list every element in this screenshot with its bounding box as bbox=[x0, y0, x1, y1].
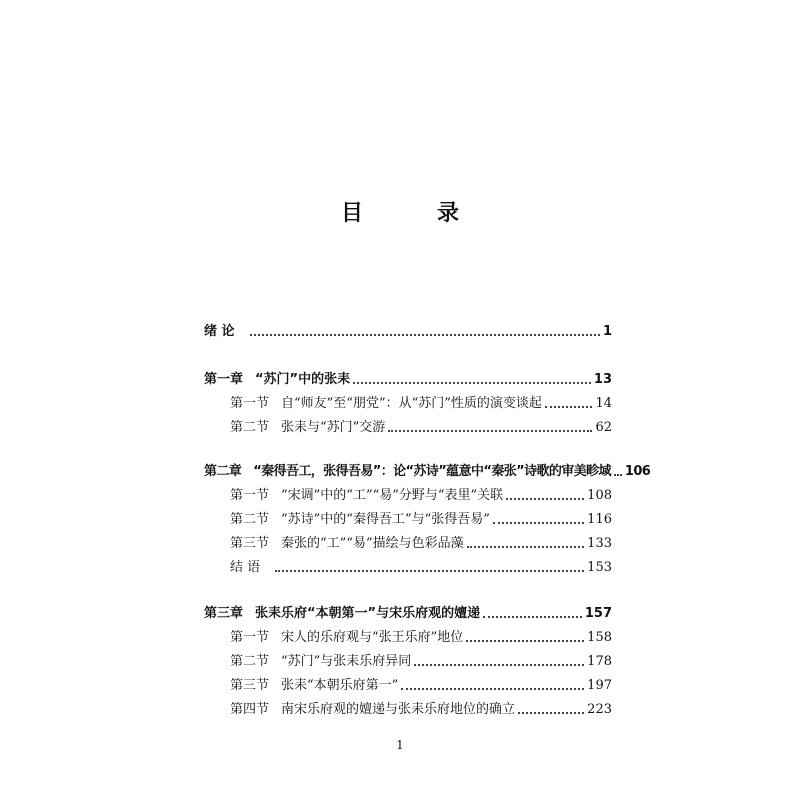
entry-label: 第一节 bbox=[230, 630, 270, 645]
entry-label: 第三节 bbox=[230, 678, 270, 693]
entry-page: 157 bbox=[584, 606, 612, 621]
dot-leader bbox=[414, 663, 584, 666]
dot-leader bbox=[614, 473, 622, 476]
dot-leader bbox=[506, 497, 584, 500]
entry-title: “苏门”与张耒乐府异同 bbox=[281, 654, 412, 669]
entry-page: 223 bbox=[587, 702, 612, 717]
dot-leader bbox=[467, 545, 585, 548]
entry-page: 153 bbox=[587, 560, 612, 575]
toc-entry[interactable] bbox=[204, 316, 612, 340]
toc-entry[interactable] bbox=[204, 670, 612, 694]
entry-title: 宋人的乐府观与“张王乐府”地位 bbox=[281, 630, 464, 645]
entry-page: 133 bbox=[587, 536, 612, 551]
entry-page: 116 bbox=[587, 512, 612, 527]
entry-title: “苏诗”中的“秦得吾工”与“张得吾易” bbox=[281, 512, 490, 527]
dot-leader bbox=[518, 711, 584, 714]
entry-label: 结 语 bbox=[230, 560, 261, 575]
entry-page: 62 bbox=[595, 420, 612, 435]
entry-page: 108 bbox=[587, 488, 612, 503]
toc-entry[interactable] bbox=[204, 552, 612, 576]
dot-leader bbox=[545, 405, 593, 408]
entry-page: 13 bbox=[593, 372, 612, 387]
dot-leader bbox=[493, 521, 584, 524]
toc-entry[interactable] bbox=[204, 622, 612, 646]
entry-title: 自“师友”至“朋党”：从“苏门”性质的演变谈起 bbox=[281, 396, 542, 411]
entry-label: 第一节 bbox=[230, 396, 270, 411]
entry-title: 张耒“本朝乐府第一” bbox=[281, 678, 399, 693]
toc-entry[interactable] bbox=[204, 694, 612, 718]
dot-leader bbox=[275, 569, 584, 572]
entry-page: 197 bbox=[587, 678, 612, 693]
toc-entry[interactable] bbox=[204, 646, 612, 670]
toc-entry[interactable] bbox=[204, 528, 612, 552]
entry-page: 14 bbox=[595, 396, 612, 411]
entry-label: 第二节 bbox=[230, 654, 270, 669]
toc-entry[interactable] bbox=[204, 504, 612, 528]
page-title: 目 录 bbox=[340, 201, 485, 226]
toc-entry[interactable] bbox=[204, 480, 612, 504]
entry-label: 第三节 bbox=[230, 536, 270, 551]
entry-page: 158 bbox=[587, 630, 612, 645]
entry-page: 1 bbox=[602, 324, 612, 339]
entry-title: “苏门”中的张耒 bbox=[255, 372, 351, 387]
entry-title: 张耒乐府“本朝第一”与宋乐府观的嬗递 bbox=[255, 606, 481, 621]
dot-leader bbox=[353, 381, 591, 384]
entry-label: 第三章 bbox=[204, 606, 244, 621]
toc-entry[interactable] bbox=[204, 364, 612, 388]
entry-label: 绪 论 bbox=[204, 324, 235, 339]
dot-leader bbox=[466, 639, 584, 642]
page-number: 1 bbox=[396, 738, 404, 752]
toc-entry[interactable] bbox=[204, 412, 612, 436]
dot-leader bbox=[250, 333, 600, 336]
entry-page: 178 bbox=[587, 654, 612, 669]
toc-entry[interactable] bbox=[204, 598, 612, 622]
entry-page: 106 bbox=[624, 464, 651, 479]
entry-title: “秦得吾工，张得吾易”：论“苏诗”蕴意中“秦张”诗歌的审美畛域 bbox=[253, 464, 611, 479]
entry-title: 张耒与“苏门”交游 bbox=[281, 420, 386, 435]
dot-leader bbox=[401, 687, 584, 690]
dot-leader bbox=[388, 429, 592, 432]
entry-label: 第二节 bbox=[230, 420, 270, 435]
dot-leader bbox=[483, 615, 582, 618]
entry-label: 第二节 bbox=[230, 512, 270, 527]
entry-title: “宋调”中的“工”“易”分野与“表里”关联 bbox=[281, 488, 504, 503]
entry-label: 第一章 bbox=[204, 372, 244, 387]
entry-title: 南宋乐府观的嬗递与张耒乐府地位的确立 bbox=[281, 702, 516, 717]
entry-label: 第一节 bbox=[230, 488, 270, 503]
toc-entry[interactable] bbox=[204, 456, 651, 480]
entry-label: 第四节 bbox=[230, 702, 270, 717]
entry-label: 第二章 bbox=[204, 464, 242, 479]
toc-entry[interactable] bbox=[204, 388, 612, 412]
entry-title: 秦张的“工”“易”描绘与色彩品藻 bbox=[281, 536, 464, 551]
